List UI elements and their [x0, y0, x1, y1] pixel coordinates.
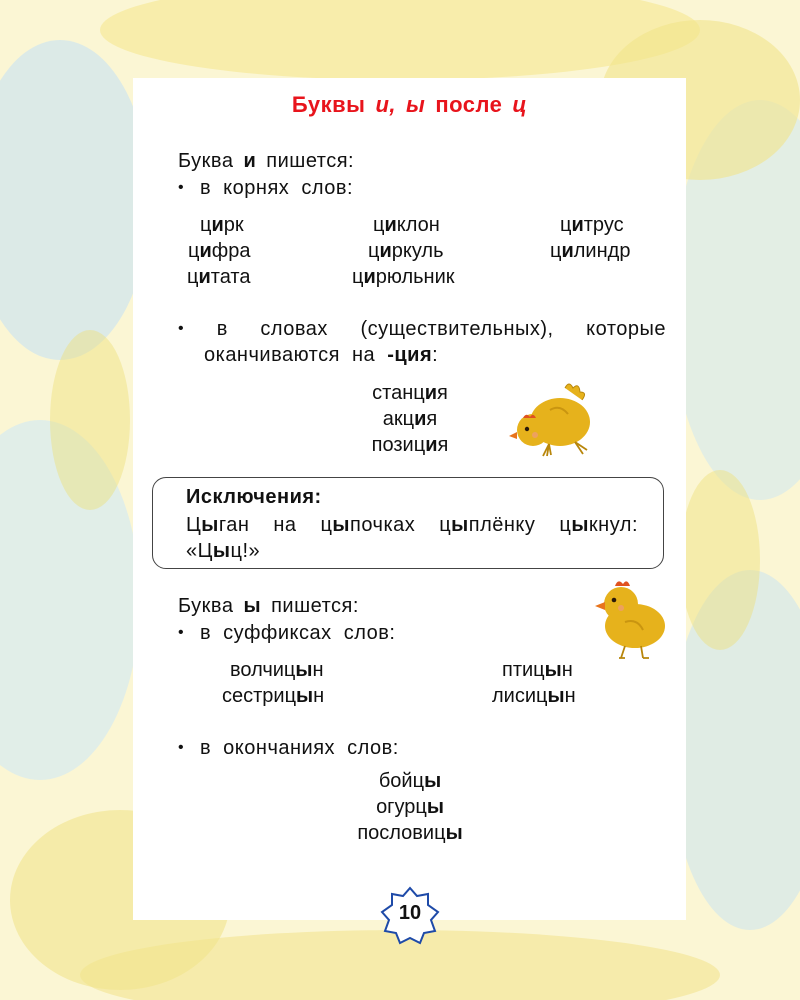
word-ending-1: бойцы [378, 770, 442, 792]
section-y-heading [178, 595, 359, 618]
bullet-text: в суффиксах слов: [200, 622, 396, 644]
bullet-suffixes [178, 622, 395, 645]
title-letter-ts: ц [512, 92, 528, 117]
chick-standing-illustration [585, 578, 675, 663]
heading-word: пишется: [266, 150, 355, 172]
page-title [133, 92, 686, 118]
bullet-roots [178, 177, 353, 200]
heading-letter: и [243, 150, 257, 172]
page-number: 10 [398, 902, 422, 924]
bullet-text: в корнях слов: [200, 177, 354, 199]
word-root-7: цитата [187, 266, 251, 288]
word-ending-2: огурцы [376, 796, 444, 818]
word-ending-3: пословицы [357, 822, 463, 844]
word-root-1: цирк [200, 214, 244, 236]
heading-word: Буква [178, 595, 234, 617]
title-word-after: после [435, 92, 503, 117]
word-tsiya-3: позиция [371, 434, 449, 456]
bullet-icon: • [178, 320, 185, 337]
exceptions-heading: Исключения: [186, 486, 322, 508]
word-root-3: цитрус [560, 214, 624, 236]
word-suffix-2: птицын [502, 659, 573, 681]
bullet-icon: • [178, 179, 185, 196]
heading-letter: ы [243, 595, 262, 617]
heading-word: Буква [178, 150, 234, 172]
bullet-icon: • [178, 624, 185, 641]
bullet-endings [178, 737, 399, 760]
word-tsiya-2: акция [382, 408, 438, 430]
word-root-6: цилиндр [550, 240, 631, 262]
heading-word: пишется: [271, 595, 359, 617]
word-tsiya-1: станция [372, 382, 448, 404]
section-i-heading [178, 150, 354, 173]
word-root-2: циклон [373, 214, 440, 236]
exceptions-line-1: Цыган на цыпочках цыплёнку цыкнул: [186, 514, 639, 536]
word-root-8: цирюльник [352, 266, 455, 288]
word-suffix-4: лисицын [492, 685, 576, 707]
bullet-tsiya-line1 [178, 318, 666, 341]
word-root-5: циркуль [368, 240, 444, 262]
bullet-text: в словах (существительных), которые [216, 318, 666, 340]
word-suffix-3: сестрицын [222, 685, 325, 707]
word-root-4: цифра [188, 240, 251, 262]
bullet-text: в окончаниях слов: [200, 737, 399, 759]
title-word-1: Буквы [291, 92, 366, 117]
chick-pecking-illustration [505, 380, 605, 465]
bullet-tsiya-line2: оканчиваются на -ция: [204, 344, 439, 366]
word-suffix-1: волчицын [230, 659, 324, 681]
exceptions-line-2: «Цыц!» [186, 540, 261, 562]
bullet-icon: • [178, 739, 185, 756]
title-letter-y: ы [406, 92, 426, 117]
title-letter-i: и, [375, 92, 397, 117]
